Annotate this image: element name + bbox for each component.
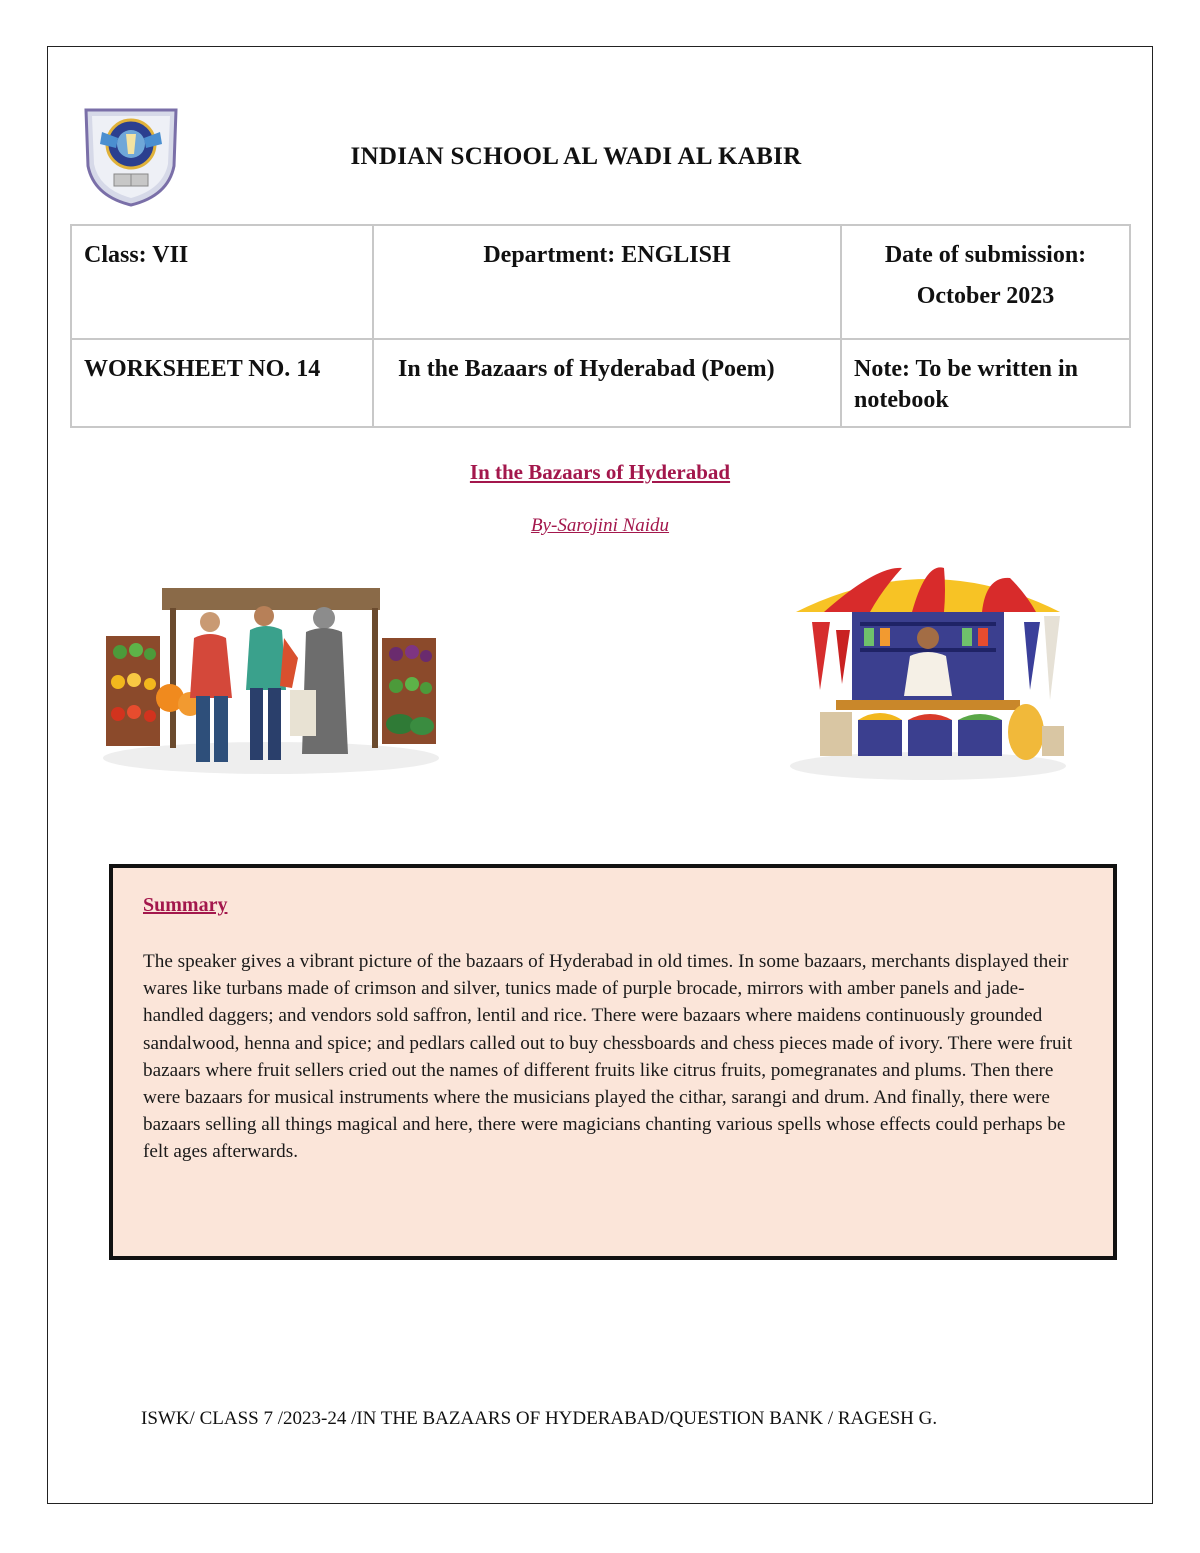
spice-stall-illustration — [786, 560, 1070, 782]
worksheet-info-table — [70, 224, 1131, 428]
class-cell: Class: VII — [71, 225, 373, 339]
date-value: October 2023 — [916, 283, 1055, 310]
poem-title: In the Bazaars of Hyderabad — [469, 460, 731, 484]
date-cell — [841, 225, 1130, 339]
info-row-1 — [71, 225, 1130, 339]
department-cell: Department: ENGLISH — [373, 225, 841, 339]
school-name: INDIAN SCHOOL AL WADI AL KABIR — [350, 143, 802, 170]
worksheet-number-cell: WORKSHEET NO. 14 — [71, 339, 373, 427]
poem-author: By-Sarojini Naidu — [530, 515, 670, 536]
summary-text: The speaker gives a vibrant picture of the bazaars of Hyderabad in old times. In some bazaars, merchants displayed their wares like turbans made of crimson and silver, tunics made of purple brocade, mirrors with amber panels and jade-handled daggers; and vendors sold saffron, lentil and rice. There were bazaars where maidens continuously grounded sandalwood, henna and spice; and pedlars called out to buy chessboards and chess pieces made of ivory. There were fruit bazaars where fruit sellers cried out the names of different fruits like citrus fruits, pomegranates and plums. Then there were bazaars for musical instruments where the musicians played the cithar, sarangi and drum. And finally, there were bazaars selling all things magical and here, there were magicians chanting various spells whose effects could perhaps be felt ages afterwards. — [143, 951, 1073, 1163]
market-stall-illustration — [100, 578, 442, 778]
note-cell: Note: To be written in notebook — [841, 339, 1130, 427]
footer-text: ISWK/ CLASS 7 /2023-24 /IN THE BAZAARS OF HYDERABAD/QUESTION BANK / RAGESH G. — [141, 1408, 938, 1429]
date-label: Date of submission: — [884, 242, 1087, 268]
summary-heading: Summary — [143, 894, 228, 916]
summary-box — [109, 864, 1117, 1260]
info-row-2 — [71, 339, 1130, 427]
topic-cell: In the Bazaars of Hyderabad (Poem) — [373, 339, 841, 427]
